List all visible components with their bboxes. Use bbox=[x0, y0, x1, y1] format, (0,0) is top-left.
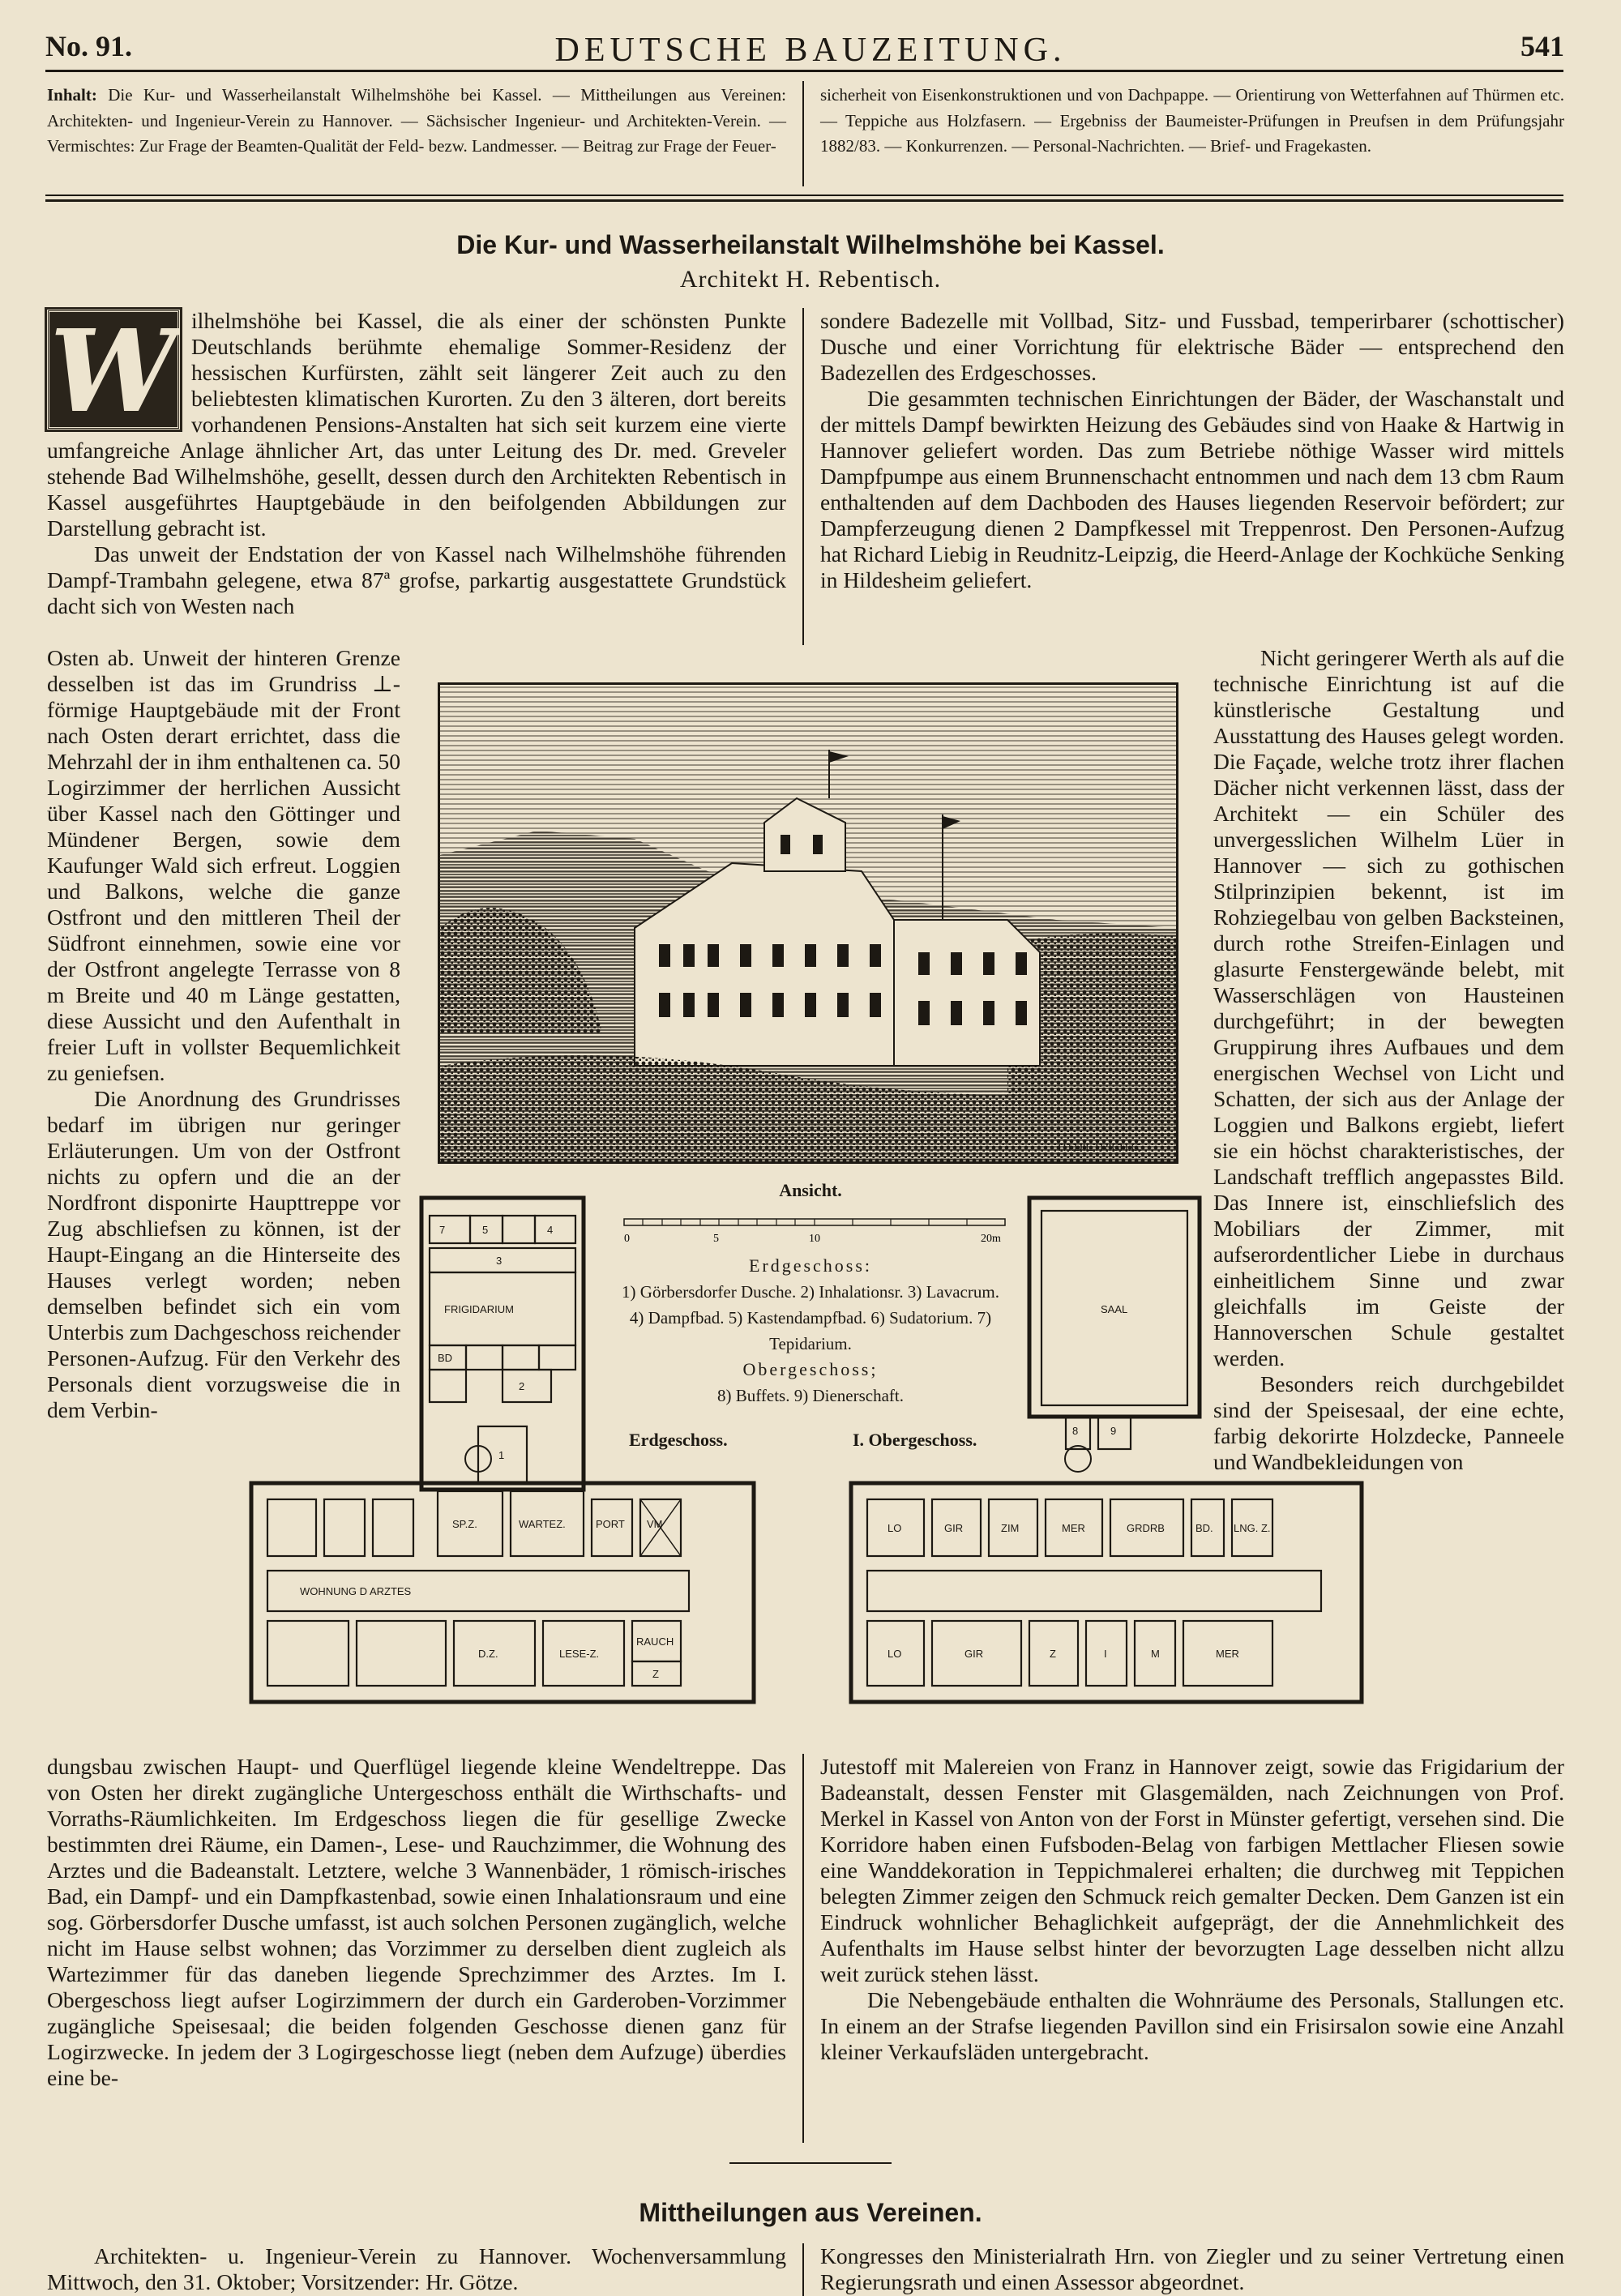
room-i: I bbox=[1104, 1648, 1107, 1660]
legend-eg-items: 1) Görbersdorfer Dusche. 2) Inhalationsr. 3) Lavacrum. 4) Dampfbad. 5) Kastendampfbad. 6) Sudatorium. 7) Tepidarium. bbox=[622, 1282, 999, 1353]
paragraph-2: Das unweit der Endstation der von Kassel nach Wilhelmshöhe führenden Dampf-Trambahn gelegene, etwa 87ª grofse, parkartig ausgestattete Grundstück dacht sich von Westen nach bbox=[47, 541, 786, 618]
scale-5: 5 bbox=[713, 1233, 719, 1245]
section-right bbox=[820, 2243, 1564, 2294]
room-frigidarium: FRIGIDARIUM bbox=[444, 1303, 514, 1315]
legend-og-head: Obergeschoss; bbox=[742, 1359, 879, 1379]
room-5: 5 bbox=[482, 1224, 489, 1236]
issue-number: No. 91. bbox=[45, 30, 132, 62]
room-mer-2: MER bbox=[1216, 1648, 1239, 1660]
toc-divider bbox=[802, 81, 804, 186]
header-rule bbox=[45, 70, 1563, 72]
toc-right: sicherheit von Eisenkonstruktionen und von Dachpappe. — Orientirung von Wetterfahnen auf Thürmen etc. — Teppiche aus Holzfasern. — Ergebniss der Baumeister-Prüfungen in Preufsen in dem Prüfungsjahr 1882/83. — Konkurrenzen. — Personal-Nachrichten. — Brief- und Fragekasten. bbox=[820, 85, 1564, 156]
paragraph-right-2: Die gesammten technischen Einrichtungen der Bäder, der Waschanstalt und der mittels Dampf bewirkten Heizung des Gebäudes sind von Haake & Hartwig in Hannover geliefert worden. Das zum Betriebe nöthige Wasser wird mittels Dampfpumpe aus einem Brunnenschacht entnommen und nach dem 13 cbm Raum enthaltenden auf dem Dachboden des Hauses liegenden Reservoir befördert; zur Dampferzeugung dienen 2 Dampfkessel mit Treppenrost. Den Personen-Aufzug hat Richard Liebig in Reudnitz-Leipzig, die Heerd-Anlage der Kochküche Senking in Hildesheim geliefert. bbox=[820, 386, 1564, 592]
room-wohnung: WOHNUNG D ARZTES bbox=[300, 1585, 412, 1597]
paragraph-right-1: sondere Badezelle mit Vollbad, Sitz- und Fussbad, temperirbarer (schottischer) Dusche und einer Vorrichtung für elektrische Bäder — entsprechend den Badezellen des Erdgeschosses. bbox=[820, 308, 1564, 385]
room-port: PORT bbox=[596, 1518, 625, 1530]
room-spz: SP.Z. bbox=[452, 1518, 477, 1530]
journal-title: DEUTSCHE BAUZEITUNG. bbox=[554, 32, 1067, 69]
scale-10: 10 bbox=[809, 1233, 820, 1245]
room-rauch: RAUCH bbox=[636, 1635, 674, 1648]
room-mer: MER bbox=[1062, 1522, 1085, 1534]
upper-floor-plan bbox=[835, 1191, 1386, 1726]
toc-left bbox=[47, 83, 786, 186]
article-author: Architekt H. Rebentisch. bbox=[679, 266, 942, 293]
plan-left-label: Erdgeschoss. bbox=[629, 1430, 728, 1450]
room-8: 8 bbox=[1072, 1425, 1079, 1437]
room-m: M bbox=[1151, 1648, 1160, 1660]
room-4: 4 bbox=[547, 1224, 554, 1236]
legend-eg-head: Erdgeschoss: bbox=[748, 1255, 873, 1276]
room-bd: BD. bbox=[1195, 1522, 1213, 1534]
section-left-text: Architekten- u. Ingenieur-Verein zu Hannover. Wochenversammlung Mittwoch, den 31. Oktober; Vorsitzender: Hr. Götze. bbox=[47, 2243, 786, 2294]
engraving-illustration bbox=[440, 685, 1176, 1161]
toc-rule-1 bbox=[45, 195, 1563, 196]
left-column-bottom bbox=[47, 1754, 786, 2143]
room-9: 9 bbox=[1110, 1425, 1117, 1437]
dropcap-letter: W bbox=[47, 310, 180, 430]
room-grdrb: GRDRB bbox=[1127, 1522, 1165, 1534]
room-dz: D.Z. bbox=[478, 1648, 498, 1660]
room-lng: LNG. Z. bbox=[1234, 1522, 1271, 1534]
section-divider bbox=[729, 2162, 892, 2164]
room-lo-2: LO bbox=[887, 1648, 902, 1660]
room-3: 3 bbox=[496, 1255, 503, 1267]
section-title: Mittheilungen aus Vereinen. bbox=[639, 2198, 982, 2227]
scale-20: 20m bbox=[981, 1233, 1001, 1245]
page-number: 541 bbox=[1520, 30, 1564, 62]
room-vm: VM bbox=[647, 1518, 663, 1530]
ground-floor-plan bbox=[235, 1191, 786, 1726]
room-7: 7 bbox=[439, 1224, 446, 1236]
paragraph-4: Die Anordnung des Grundrisses bedarf im übrigen nur geringer Erläuterungen. Um von der Ostfront nichts zu opfern und die an der Nordfront disponirte Haupttreppe vor Zug abschliefsen zu können, ist der Haupt-Eingang an die Hinterseite des Hauses verlegt worden; neben demselben befindet sich ein vom Unterbis zum Dachgeschoss reichender Personen-Aufzug. Für den Verkehr des Personals dient vorzugsweise die in dem Verbin- bbox=[47, 1086, 400, 1422]
paragraph-3: Osten ab. Unweit der hinteren Grenze desselben ist das im Grundriss ⊥-förmige Hauptgebäude mit der Front nach Osten derart errichtet, dass die Mehrzahl der in ihm enthaltenen ca. 50 Logirzimmer der herrlichen Aussicht über Kassel nach den Göttinger und Mündener Bergen, sowie dem Kaufunger Wald sich erfreut. Loggien und Balkons, welche die ganze Ostfront und den mittleren Theil der Südfront einnehmen, sowie eine vor der Ostfront angelegte Terrasse von 8 m Breite und 40 m Länge gestatten, diese Aussicht und den Aufenthalt in freier Luft in vollster Bequemlichkeit zu geniefsen. bbox=[47, 645, 400, 1085]
right-column-top bbox=[820, 308, 1564, 645]
right-column-bottom bbox=[820, 1754, 1564, 2143]
column-divider-bottom bbox=[802, 1754, 804, 2143]
room-gir: GIR bbox=[944, 1522, 964, 1534]
room-gir-2: GIR bbox=[964, 1648, 984, 1660]
room-saal: SAAL bbox=[1101, 1303, 1128, 1315]
figure-caption: Ansicht. bbox=[779, 1180, 842, 1200]
section-right-text: Kongresses den Ministerialrath Hrn. von Ziegler und zu seiner Vertretung einen Regierungsrath und einen Assessor abgeordnet. bbox=[820, 2243, 1564, 2294]
column-divider-section bbox=[802, 2243, 804, 2296]
section-left bbox=[47, 2243, 786, 2294]
paragraph-right-6: Die Nebengebäude enthalten die Wohnräume des Personals, Stallungen etc. In einem an der Strafse liegenden Pavillon sind ein Frisirsalon sowie eine Anzahl kleiner Verkaufsläden untergebracht. bbox=[820, 1987, 1564, 2064]
room-z: Z bbox=[652, 1668, 659, 1680]
plan-right-label: I. Obergeschoss. bbox=[853, 1430, 977, 1450]
left-column-top bbox=[47, 308, 786, 645]
room-1: 1 bbox=[498, 1449, 505, 1461]
room-lesez: LESE-Z. bbox=[559, 1648, 600, 1660]
article-title: Die Kur- und Wasserheilanstalt Wilhelmshöhe bei Kassel. bbox=[456, 230, 1165, 259]
toc-left-text: Die Kur- und Wasserheilanstalt Wilhelmshöhe bei Kassel. — Mittheilungen aus Vereinen: Architekten- und Ingenieur-Verein zu Hannover. — Sächsischer Ingenieur- und Architekten-Verein. — Vermischtes: Zur Frage der Beamten-Qualität der Feld- bezw. Landmesser. — Beitrag zur Frage der Feuer- bbox=[47, 85, 787, 156]
room-bd: BD bbox=[438, 1352, 453, 1364]
room-z: Z bbox=[1050, 1648, 1056, 1660]
paragraph-right-3: Nicht geringerer Werth als auf die technische Einrichtung ist auf die künstlerische Gestaltung und Ausstattung des Hauses gelegt worden. Die Façade, welche trotz ihrer flachen Dächer nicht verkennen lässt, dass der Architekt — ein Schüler des unvergesslichen Wilhelm Lüer in Hannover — sich zu gothischen Stilprinzipien bekennt, ist im Rohziegelbau von gelben Backsteinen, durch rothe Streifen-Einlagen und glasurte Fenstergewände belebt, mit Wasserschlägen von Hausteinen durchgeführt; in der bewegten Gruppirung ihres Aufbaues und dem energischen Wechsel von Licht und Schatten, der sich aus der Anlage der Loggien und Balkons ergiebt, liefert sie ein höchst charakteristisches, der Landschaft trefflich angepasstes Bild. Das Innere ist, einschliefslich des Mobiliars der Zimmer, mit aufserordentlicher Liebe in durchaus einheitlichem Sinne und zwar gleichfalls im Geiste der Hannoverschen Schule gestaltet werden. bbox=[1213, 645, 1564, 1370]
paragraph-right-4: Besonders reich durchgebildet sind der Speisesaal, der eine echte, farbig dekorirte Holzdecke, Panneele und Wandbekleidungen von bbox=[1213, 1371, 1564, 1474]
toc-rule-2 bbox=[45, 199, 1563, 202]
paragraph-5: dungsbau zwischen Haupt- und Querflügel liegende kleine Wendeltreppe. Das von Osten her direkt zugängliche Untergeschoss enthält die Wirthschafts- und Vorraths-Räumlichkeiten. Im Erdgeschoss liegen die für gesellige Zwecke bestimmten drei Räume, ein Damen-, Lese- und Rauchzimmer, die Wohnung des Arztes und die Badeanstalt. Letztere, welche 3 Wannenbäder, 1 römisch-irisches Bad, ein Dampf- und ein Dampfkastenbad, sowie einen Inhalationsraum und eine sog. Görbersdorfer Dusche umfasst, ist auch solchen Personen zugänglich, welche nicht im Hause selbst wohnen; das Vorzimmer zu derselben dient zugleich als Wartezimmer für das daneben liegende Sprechzimmer des Arztes. Im I. Obergeschoss liegt aufser Logirzimmern der durch ein Garderoben-Vorzimmer zugängliche Speisesaal; die beiden folgenden Geschosse dienen ganz für Logirzwecke. In jedem der 3 Logirgeschosse liegt (neben dem Aufzuge) überdies eine be- bbox=[47, 1754, 786, 2090]
column-divider-top bbox=[802, 308, 804, 645]
room-zim: ZIM bbox=[1001, 1522, 1020, 1534]
room-wartez: WARTEZ. bbox=[519, 1518, 566, 1530]
paragraph-right-5: Jutestoff mit Malereien von Franz in Hannover zeigt, sowie das Frigidarium der Badeanstalt, dessen Fenster mit Glasgemälden, nach Zeichnungen von Prof. Merkel in Kassel von Anton von der Forst in Münster gefertigt, versehen sind. Die Korridore haben einen Fufsboden-Belag von farbigen Mettlacher Fliesen sowie eine Wanddekoration in Teppichmalerei erhalten; die durchweg mit Teppichen belegten Zimmer zeigen den Schmuck reich gemalter Decken. Dem Ganzen ist ein Eindruck wohnlicher Behaglichkeit aufgeprägt, der die Annehmlichkeit des Aufenthalts im Hause selbst hinter der bevorzugten Lage desselben nicht allzu weit zurück stehen lässt. bbox=[820, 1754, 1564, 1986]
scale-0: 0 bbox=[624, 1233, 630, 1245]
legend-og-items: 8) Buffets. 9) Dienerschaft. bbox=[717, 1386, 904, 1405]
toc-label: Inhalt: bbox=[47, 85, 97, 105]
room-lo: LO bbox=[887, 1522, 902, 1534]
room-2: 2 bbox=[519, 1380, 525, 1392]
paragraph-1: ilhelmshöhe bei Kassel, die als einer der schönsten Punkte Deutschlands berühmte ehemalige Sommer-Residenz der hessischen Kurfürsten, zählt seit längerer Zeit auch zu den beliebtesten klimatischen Kurorten. Zu den 3 älteren, dort bereits vorhandenen Pensions-Anstalten hat sich seit kurzem eine vierte umfangreiche Anlage ähnlicher Art, das unter Leitung des Dr. med. Greveler stehende Bad Wilhelmshöhe, gesellt, dessen durch den Architekten Rebentisch in Kassel ausgeführtes Hauptgebäude in den beifolgenden Abbildungen zur Darstellung gebracht ist. bbox=[47, 308, 786, 541]
engraver-signature: TH.DIETRICH.C. bbox=[1056, 1140, 1143, 1153]
building-engraving bbox=[438, 682, 1178, 1164]
